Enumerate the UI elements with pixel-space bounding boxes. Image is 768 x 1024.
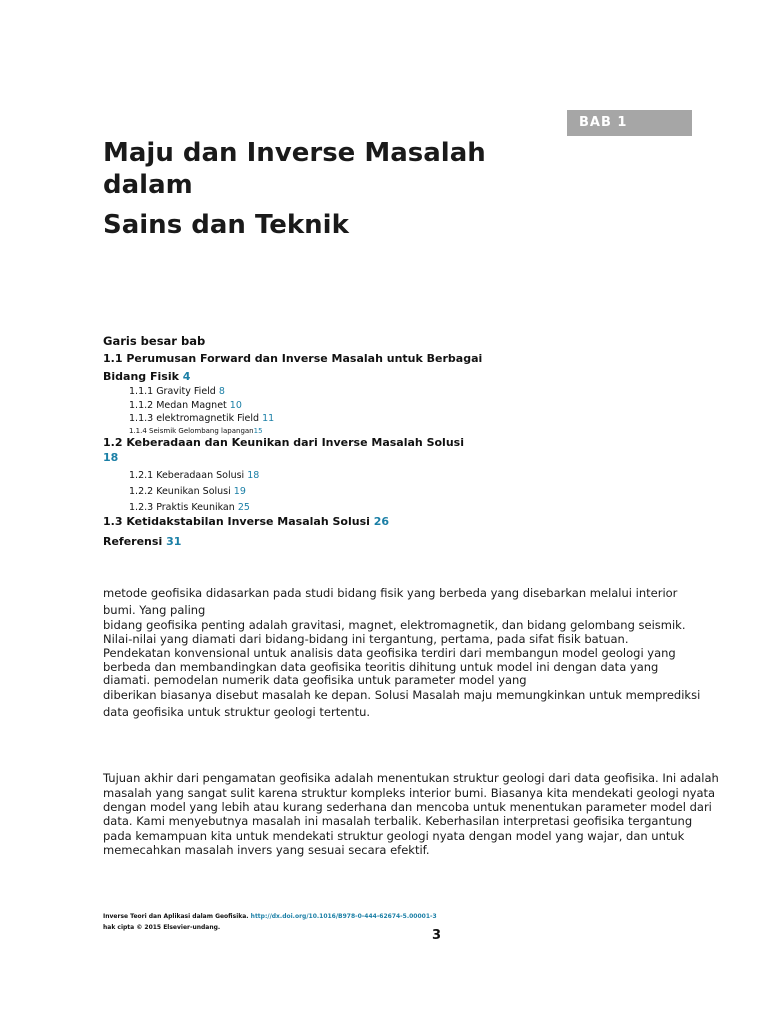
toc-entry-label: 1.1.1 Gravity Field <box>129 386 216 397</box>
body-line: diberikan biasanya disebut masalah ke depan. Solusi Masalah maju memungkinkan untuk memprediksi <box>103 688 701 702</box>
toc-page-number: 8 <box>218 386 225 397</box>
chapter-title-line-2: dalam <box>103 170 193 200</box>
toc-entry-label: 1.2.1 Keberadaan Solusi <box>129 470 245 481</box>
toc-entry-label: 1.2 Keberadaan dan Keunikan dari Inverse Masalah Solusi <box>103 436 464 449</box>
toc-page-number: 15 <box>253 427 263 435</box>
footer-copyright: hak cipta © 2015 Elsevier-undang. <box>103 924 221 931</box>
toc-entry-1-1-3[interactable] <box>129 413 274 424</box>
toc-entry-label: 1.1 Perumusan Forward dan Inverse Masalah untuk Berbagai <box>103 352 483 365</box>
outline-heading: Garis besar bab <box>103 334 206 348</box>
toc-entry-label: 1.3 Ketidakstabilan Inverse Masalah Solusi <box>103 515 370 528</box>
body-line: Tujuan akhir dari pengamatan geofisika adalah menentukan struktur geologi dari data geofisika. Ini adalah <box>103 771 719 785</box>
body-line: data. Kami menyebutnya masalah ini masalah terbalik. Keberhasilan interpretasi geofisika tergantung <box>103 814 693 828</box>
toc-page-number: 19 <box>233 486 246 497</box>
footer-book-title: Inverse Teori dan Aplikasi dalam Geofisika. <box>103 913 249 920</box>
toc-page-number[interactable]: 18 <box>103 451 119 464</box>
body-line: metode geofisika didasarkan pada studi bidang fisik yang berbeda yang disebarkan melalui interior <box>103 586 678 600</box>
body-line: Nilai-nilai yang diamati dari bidang-bidang ini tergantung, pertama, pada sifat fisik batuan. <box>103 632 629 646</box>
toc-entry-1-3[interactable] <box>103 515 389 528</box>
toc-entry-label: 1.1.2 Medan Magnet <box>129 400 227 411</box>
toc-page-number: 26 <box>373 515 390 528</box>
toc-page-number: 31 <box>166 535 182 548</box>
toc-entry-1-2-2[interactable] <box>129 486 246 497</box>
body-line: pada kemampuan kita untuk mendekati struktur geologi nyata dengan model yang wajar, dan untuk <box>103 829 685 843</box>
toc-entry-label: Referensi <box>103 535 163 548</box>
toc-entry-1-1-1[interactable] <box>129 386 225 397</box>
toc-entry-1-1[interactable] <box>103 352 482 365</box>
body-line: bidang geofisika penting adalah gravitasi, magnet, elektromagnetik, dan bidang gelombang seismik. <box>103 618 686 632</box>
toc-entry-1-1-cont[interactable] <box>103 370 190 383</box>
toc-entry-label: 1.2.2 Keunikan Solusi <box>129 486 231 497</box>
body-line: data geofisika untuk struktur geologi tertentu. <box>103 705 371 719</box>
chapter-tag: BAB 1 <box>567 110 692 136</box>
footer-citation <box>103 913 437 920</box>
toc-page-number: 18 <box>247 470 260 481</box>
doi-link[interactable]: http://dx.doi.org/10.1016/B978-0-444-62674-5.00001-3 <box>250 913 437 920</box>
page-number: 3 <box>432 928 442 943</box>
body-line: bumi. Yang paling <box>103 603 206 617</box>
toc-entry-1-1-4[interactable] <box>129 427 263 435</box>
toc-entry-label: 1.2.3 Praktis Keunikan <box>129 502 235 513</box>
body-line: memecahkan masalah invers yang sesuai secara efektif. <box>103 843 430 857</box>
toc-page-number: 25 <box>237 502 250 513</box>
chapter-title-line-1: Maju dan Inverse Masalah <box>103 138 486 168</box>
toc-page-number: 11 <box>262 413 275 424</box>
toc-entry-label: 1.1.4 Seismik Gelombang lapangan <box>129 427 254 435</box>
toc-entry-1-2[interactable] <box>103 436 464 449</box>
chapter-title-line-3: Sains dan Teknik <box>103 210 349 240</box>
toc-entry-references[interactable] <box>103 535 181 548</box>
body-line: masalah yang sangat sulit karena struktur kompleks interior bumi. Biasanya kita mendekati geologi nyata <box>103 786 716 800</box>
body-line: diamati. pemodelan numerik data geofisika untuk parameter model yang <box>103 673 527 687</box>
toc-page-number: 4 <box>182 370 191 383</box>
toc-entry-1-1-2[interactable] <box>129 400 242 411</box>
toc-entry-1-2-3[interactable] <box>129 502 250 513</box>
toc-entry-1-2-1[interactable] <box>129 470 259 481</box>
toc-page-number: 10 <box>229 400 242 411</box>
toc-entry-label: 1.1.3 elektromagnetik Field <box>129 413 260 424</box>
body-line: Pendekatan konvensional untuk analisis data geofisika terdiri dari membangun model geologi yang <box>103 646 676 660</box>
body-line: berbeda dan membandingkan data geofisika teoritis dihitung untuk model ini dengan data yang <box>103 660 659 674</box>
toc-entry-label: Bidang Fisik <box>103 370 179 383</box>
body-line: dengan model yang lebih atau kurang sederhana dan mencoba untuk menentukan parameter model dari <box>103 800 712 814</box>
